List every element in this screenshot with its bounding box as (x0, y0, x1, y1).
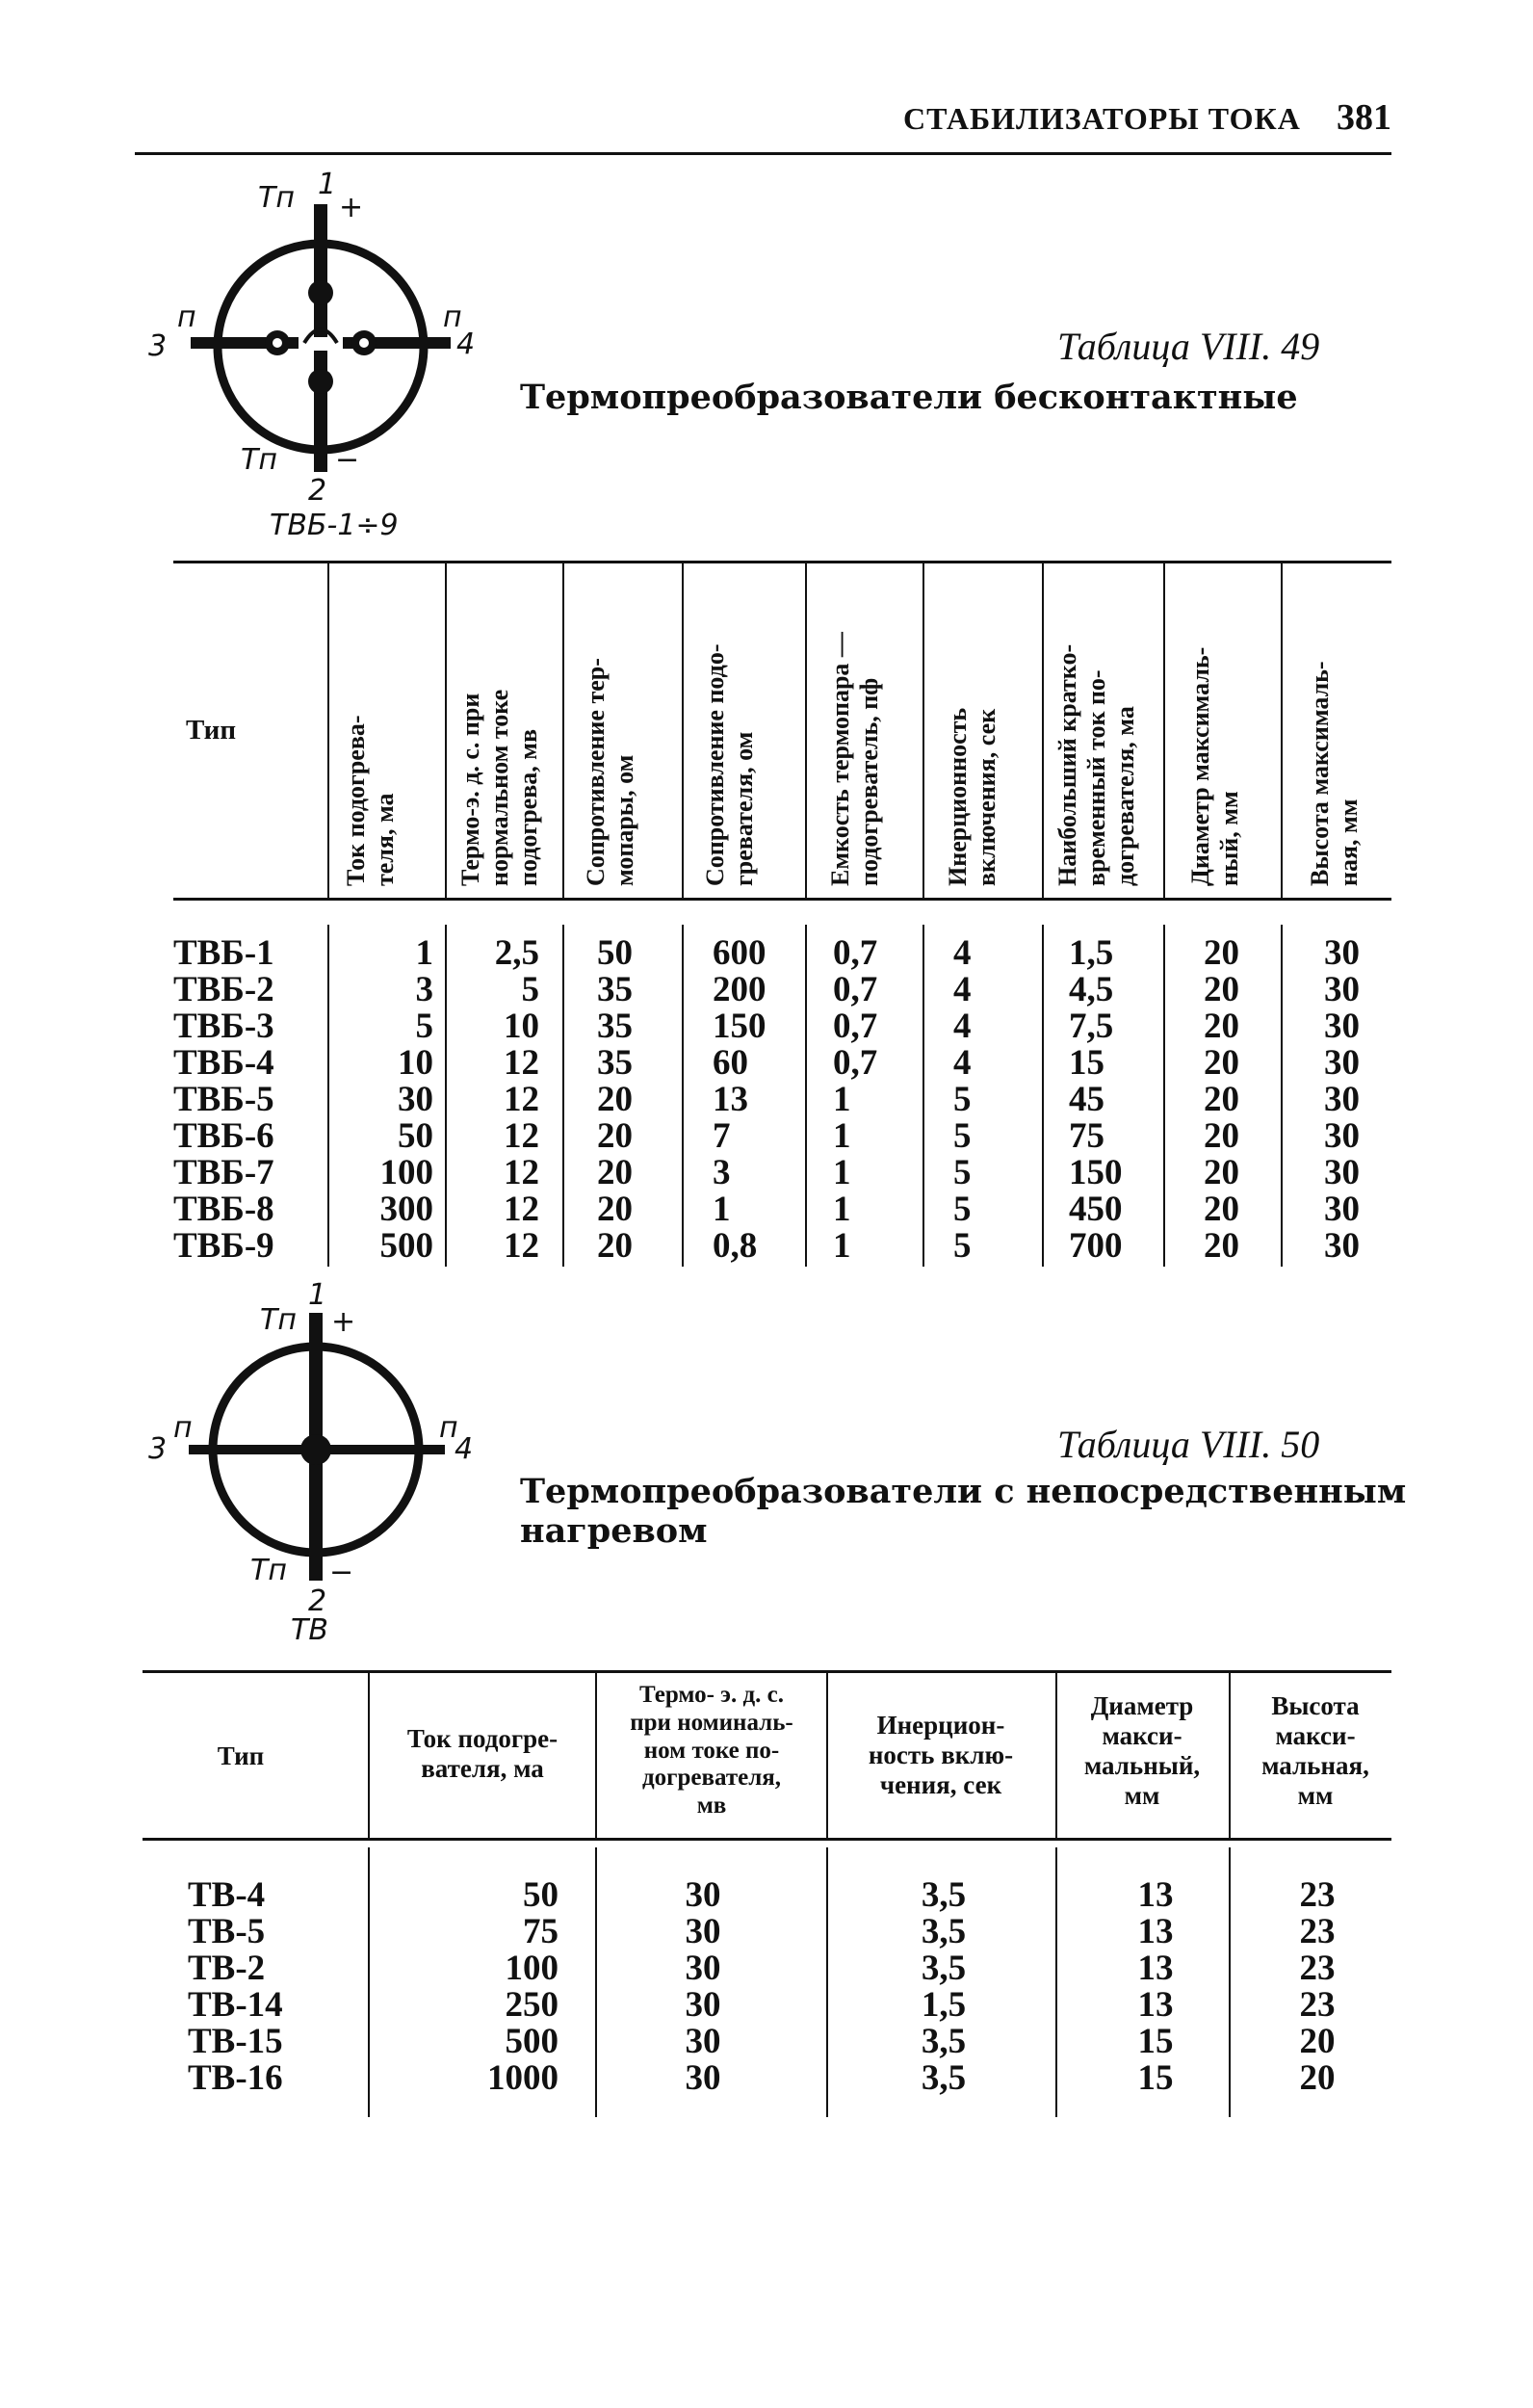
table1-cell: 30 (1324, 1080, 1360, 1119)
table2-cell: 23 (1299, 1985, 1336, 2025)
table1-cell: 12 (504, 1043, 539, 1083)
table1-cell: 150 (713, 1007, 766, 1046)
table2-header-inertia: Инерцион- ность вклю- чения, сек (868, 1711, 1014, 1800)
diagram1-pin-2: 2 (308, 474, 327, 508)
table2-cell-type: ТВ-16 (188, 2058, 283, 2098)
table2-row (144, 2021, 1396, 2061)
table2-cell: 15 (1137, 2022, 1174, 2061)
diagram2-p-right: п (439, 1411, 458, 1445)
table1-cell-type: ТВБ-2 (173, 970, 274, 1009)
table1-cell: 10 (504, 1007, 539, 1046)
table1-cell: 1 (833, 1080, 851, 1119)
table2-cell: 30 (685, 2022, 721, 2061)
table1-cell: 5 (953, 1226, 972, 1266)
table2-header-rule (143, 1838, 1391, 1841)
table2-cell-type: ТВ-4 (188, 1875, 266, 1915)
table1-cell-type: ТВБ-4 (173, 1043, 274, 1083)
table1-cell: 1 (833, 1116, 851, 1156)
table2-cell-type: ТВ-15 (188, 2022, 283, 2061)
table2-cell-type: ТВ-5 (188, 1912, 266, 1951)
table1-header-capacitance: Емкость термопара — подогреватель, пф (826, 632, 883, 886)
table2-title: Термопреобразователи с непосредственным нагревом (520, 1472, 1407, 1551)
diagram2-caption: ТВ (291, 1613, 328, 1647)
table2-cell: 23 (1299, 1912, 1336, 1951)
thermocouple-diagram-tvb-svg (135, 164, 462, 559)
table1-cell: 30 (1324, 1116, 1360, 1156)
table1-cell: 20 (597, 1116, 633, 1156)
diagram-node-top (308, 280, 333, 305)
table1-cell: 20 (1204, 970, 1239, 1009)
table2-top-rule (143, 1670, 1391, 1673)
diagram1-label-tp-bottom: Тп (241, 443, 277, 477)
table1-cell: 5 (953, 1153, 972, 1192)
table1-cell: 50 (398, 1116, 433, 1156)
table1-cell: 20 (1204, 1043, 1239, 1083)
table2-cell: 30 (685, 1985, 721, 2025)
table1-cell: 500 (379, 1226, 433, 1266)
table1-header-emf: Термо-э. д. с. при нормальном токе подогрева, мв (456, 689, 542, 886)
table1-cell: 45 (1069, 1080, 1104, 1119)
table2-row (144, 1948, 1396, 1988)
table1-cell: 0,8 (713, 1226, 758, 1266)
table1-row (173, 1115, 1387, 1156)
table1-row (173, 1225, 1387, 1266)
table1-cell: 13 (713, 1080, 748, 1119)
table1-cell-type: ТВБ-9 (173, 1226, 274, 1266)
table1-cell: 30 (1324, 1043, 1360, 1083)
table1-cell: 450 (1069, 1190, 1123, 1229)
table2-cell: 30 (685, 1912, 721, 1951)
table1-header-max-short-current: Наибольший кратко- временный ток по- догревателя, ма (1053, 643, 1139, 886)
table1-cell: 1 (833, 1226, 851, 1266)
table2-cell: 3,5 (921, 1875, 967, 1915)
table2-cell: 30 (685, 2058, 721, 2098)
table1-cell: 20 (1204, 1007, 1239, 1046)
table1-cell: 30 (1324, 1153, 1360, 1192)
table2-cell-type: ТВ-14 (188, 1985, 283, 2025)
table1-cell: 12 (504, 1116, 539, 1156)
table1-cell-type: ТВБ-5 (173, 1080, 274, 1119)
table1-cell-type: ТВБ-1 (173, 933, 274, 973)
table2-cell: 23 (1299, 1949, 1336, 1988)
table1-cell: 20 (1204, 1080, 1239, 1119)
table1-cell: 200 (713, 970, 766, 1009)
table2-cell: 13 (1137, 1912, 1174, 1951)
table1-header-type: Тип (186, 715, 237, 746)
table2-header-max-diameter: Диаметр макси- мальный, мм (1083, 1691, 1201, 1811)
table1-cell: 7,5 (1069, 1007, 1114, 1046)
table2-header-emf: Термо- э. д. с. при номиналь- ном токе по- догревателя, мв (630, 1682, 793, 1819)
table2-cell: 3,5 (921, 2058, 967, 2098)
table1-cell: 5 (953, 1190, 972, 1229)
diagram2-center-node (300, 1434, 331, 1465)
table2-cell: 500 (505, 2022, 559, 2061)
table1-cell: 5 (521, 970, 539, 1009)
thermocouple-diagram-tv-svg (135, 1276, 462, 1662)
diagram1-plus: + (339, 191, 364, 224)
table1-cell: 7 (713, 1116, 731, 1156)
diagram1-p-right: п (443, 301, 462, 334)
table1-cell: 100 (379, 1153, 433, 1192)
table1-cell: 10 (398, 1043, 433, 1083)
table1-cell: 20 (1204, 933, 1239, 973)
header-rule (135, 152, 1391, 155)
diagram2-pin-3: 3 (148, 1432, 168, 1466)
diagram1-pin-1: 1 (318, 168, 337, 201)
thermocouple-diagram-tv (135, 1276, 474, 1662)
table2-row (144, 1874, 1396, 1915)
table1-cell: 0,7 (833, 1043, 878, 1083)
table1-cell: 5 (953, 1116, 972, 1156)
table1-cell: 30 (1324, 933, 1360, 973)
table1-cell: 4 (953, 970, 972, 1009)
table1-cell: 20 (1204, 1226, 1239, 1266)
table1-cell: 0,7 (833, 933, 878, 973)
diagram2-pin-1: 1 (308, 1278, 327, 1312)
table1-cell: 150 (1069, 1153, 1123, 1192)
table1-cell: 30 (1324, 1007, 1360, 1046)
table2-cell: 13 (1137, 1985, 1174, 2025)
table1-cell: 20 (1204, 1153, 1239, 1192)
table1-cell: 75 (1069, 1116, 1104, 1156)
table2-cell: 20 (1299, 2022, 1336, 2061)
table1-header-thermocouple-resistance: Сопротивление тер- мопары, ом (582, 658, 638, 886)
table1-cell: 12 (504, 1226, 539, 1266)
diagram-node-bottom (308, 369, 333, 394)
table1-header-heater-current: Ток подогрева- теля, ма (342, 715, 399, 886)
diagram2-minus: − (329, 1556, 354, 1589)
table1-cell: 12 (504, 1190, 539, 1229)
table1-cell: 1 (833, 1190, 851, 1229)
table2-cell: 1000 (487, 2058, 559, 2098)
table1-cell: 35 (597, 970, 633, 1009)
table1-row (173, 1152, 1387, 1192)
table1-top-rule (173, 561, 1391, 563)
diagram2-label-tp-top: Тп (260, 1303, 297, 1337)
table2-cell: 3,5 (921, 1949, 967, 1988)
table2-cell: 30 (685, 1949, 721, 1988)
table1-cell: 50 (597, 933, 633, 973)
table1-cell: 15 (1069, 1043, 1104, 1083)
table2-cell: 13 (1137, 1875, 1174, 1915)
table1-cell: 30 (398, 1080, 433, 1119)
table2-cell: 30 (685, 1875, 721, 1915)
table1-header-max-height: Высота максималь- ная, мм (1306, 661, 1363, 886)
table1-cell: 35 (597, 1007, 633, 1046)
diagram1-p-left: п (177, 301, 196, 334)
table1-cell: 600 (713, 933, 766, 973)
diagram2-label-tp-bottom: Тп (250, 1554, 287, 1587)
table1-cell: 4,5 (1069, 970, 1114, 1009)
table1-cell: 5 (953, 1080, 972, 1119)
diagram2-plus: + (331, 1305, 356, 1339)
table1-cell: 20 (597, 1153, 633, 1192)
table1-cell-type: ТВБ-3 (173, 1007, 274, 1046)
table1-cell: 30 (1324, 1190, 1360, 1229)
table1-row (173, 1006, 1387, 1046)
table1-cell-type: ТВБ-6 (173, 1116, 274, 1156)
table1-cell: 30 (1324, 1226, 1360, 1266)
table1-cell: 60 (713, 1043, 748, 1083)
table1-cell: 20 (1204, 1190, 1239, 1229)
table2-row (144, 2057, 1396, 2098)
table1-cell: 4 (953, 1043, 972, 1083)
table2-cell: 100 (505, 1949, 559, 1988)
table1-cell: 2,5 (494, 933, 539, 973)
table1-cell: 4 (953, 933, 972, 973)
table1-header-max-diameter: Диаметр максималь- ный, мм (1186, 646, 1243, 886)
table1-cell-type: ТВБ-8 (173, 1190, 274, 1229)
table2-cell: 3,5 (921, 1912, 967, 1951)
diagram1-pin-4: 4 (456, 327, 476, 361)
table1-cell: 20 (597, 1080, 633, 1119)
table1-cell: 30 (1324, 970, 1360, 1009)
table1-cell: 1 (415, 933, 433, 973)
table2-cell: 50 (523, 1875, 559, 1915)
table1-cell: 0,7 (833, 970, 878, 1009)
table1-cell: 4 (953, 1007, 972, 1046)
table1-cell: 1 (713, 1190, 731, 1229)
table1-cell: 3 (713, 1153, 731, 1192)
table1-cell-type: ТВБ-7 (173, 1153, 274, 1192)
diagram1-minus: − (335, 443, 360, 477)
table1-row (173, 1189, 1387, 1229)
diagram2-pin-2: 2 (308, 1584, 327, 1618)
diagram1-pin-3: 3 (148, 329, 168, 363)
diagram1-caption: ТВБ-1÷9 (270, 509, 399, 542)
diagram2-pin-4: 4 (455, 1432, 474, 1466)
table1-cell: 12 (504, 1080, 539, 1119)
table1-cell: 300 (379, 1190, 433, 1229)
table2-cell: 15 (1137, 2058, 1174, 2098)
page-number: 381 (1337, 97, 1391, 138)
table1-row (173, 1079, 1387, 1119)
diagram1-label-tp-top: Тп (258, 181, 295, 215)
table2-cell: 1,5 (921, 1985, 967, 2025)
table1-cell: 700 (1069, 1226, 1123, 1266)
table1-row (173, 1042, 1387, 1083)
table2-cell: 3,5 (921, 2022, 967, 2061)
table1-header-heater-resistance: Сопротивление подо- гревателя, ом (701, 643, 758, 886)
table2-header-heater-current: Ток подогре- вателя, ма (406, 1724, 559, 1784)
table2-row (144, 1911, 1396, 1951)
table1-cell: 3 (415, 970, 433, 1009)
table1-cell: 20 (597, 1190, 633, 1229)
table2-cell: 13 (1137, 1949, 1174, 1988)
table2-cell: 250 (505, 1985, 559, 2025)
table2-cell: 75 (523, 1912, 559, 1951)
table1-cell: 20 (1204, 1116, 1239, 1156)
table2-caption: Таблица VIII. 50 (1057, 1423, 1320, 1466)
table1-title: Термопреобразователи бесконтактные (520, 378, 1298, 417)
table1-header-rule (173, 898, 1391, 901)
table2-cell-type: ТВ-2 (188, 1949, 266, 1988)
table1-cell: 1 (833, 1153, 851, 1192)
table2-header-max-height: Высота макси- мальная, мм (1261, 1691, 1369, 1811)
table2-header-type: Тип (217, 1741, 265, 1770)
table2-row (144, 1984, 1396, 2025)
table1-caption: Таблица VIII. 49 (1057, 325, 1320, 368)
table2-cell: 23 (1299, 1875, 1336, 1915)
table1-cell: 0,7 (833, 1007, 878, 1046)
table1-cell: 5 (415, 1007, 433, 1046)
table1-cell: 1,5 (1069, 933, 1114, 973)
diagram2-p-left: п (173, 1411, 193, 1445)
table1-cell: 20 (597, 1226, 633, 1266)
thermocouple-diagram-tvb (135, 164, 476, 559)
table2-cell: 20 (1299, 2058, 1336, 2098)
table1-header-inertia: Инерционность включения, сек (944, 707, 1000, 886)
table1-row (173, 969, 1387, 1009)
table1-cell: 35 (597, 1043, 633, 1083)
table1-row (173, 932, 1387, 973)
table1-cell: 12 (504, 1153, 539, 1192)
running-header-title: СТАБИЛИЗАТОРЫ ТОКА (903, 101, 1301, 136)
